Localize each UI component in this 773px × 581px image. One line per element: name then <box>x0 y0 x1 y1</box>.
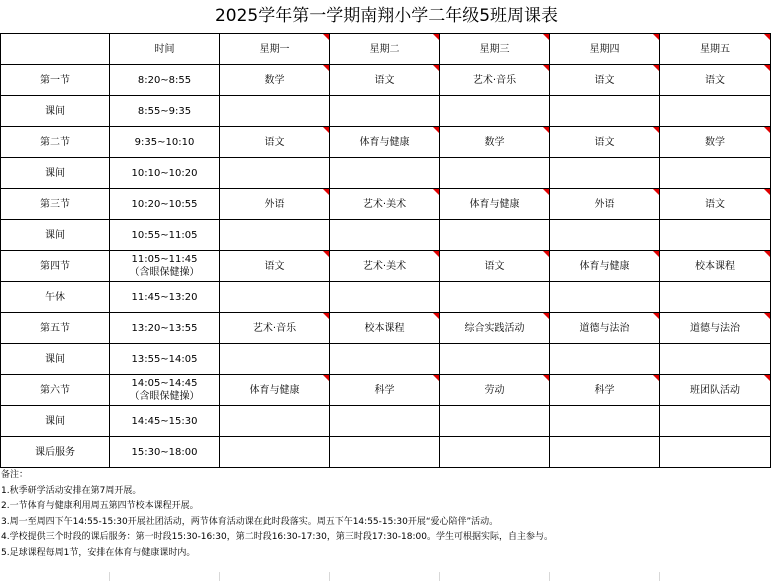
subject-cell[interactable] <box>550 189 660 220</box>
table-row <box>1 375 771 406</box>
table-row <box>1 313 771 344</box>
period-cell[interactable] <box>1 406 110 437</box>
cell-text: 时间 <box>154 43 175 55</box>
time-cell[interactable] <box>110 65 220 96</box>
comment-indicator-icon <box>764 313 770 319</box>
subject-cell[interactable] <box>440 189 550 220</box>
cell-text: 数学 <box>484 136 505 148</box>
subject-cell[interactable] <box>220 375 330 406</box>
subject-cell[interactable] <box>550 220 660 251</box>
note-line: 5.足球课程每周1节，安排在体育与健康课时内。 <box>1 547 196 558</box>
subject-cell[interactable] <box>550 282 660 313</box>
note-line: 1.秋季研学活动安排在第7周开展。 <box>1 485 142 496</box>
cell-text: 第四节 <box>40 260 70 272</box>
comment-indicator-icon <box>323 189 329 195</box>
subject-cell[interactable] <box>550 127 660 158</box>
period-cell[interactable] <box>1 65 110 96</box>
time-cell[interactable] <box>110 96 220 127</box>
comment-indicator-icon <box>764 375 770 381</box>
comment-indicator-icon <box>764 189 770 195</box>
time-text: 11:45~13:20 <box>131 291 198 303</box>
cell-text: 体育与健康 <box>469 198 520 210</box>
cell-text: 语文 <box>264 136 285 148</box>
time-text: 10:10~10:20 <box>131 167 198 179</box>
cell-text: 艺术·美术 <box>362 260 407 272</box>
cell-text: 第六节 <box>40 384 70 396</box>
notes-heading: 备注： <box>1 470 29 480</box>
subject-cell[interactable] <box>330 65 440 96</box>
cell-text: 课间 <box>45 105 65 117</box>
subject-cell[interactable] <box>550 158 660 189</box>
cell-text: 语文 <box>594 136 615 148</box>
table-row <box>1 437 771 468</box>
subject-cell[interactable] <box>660 220 771 251</box>
subject-cell[interactable] <box>440 313 550 344</box>
table-row <box>1 282 771 313</box>
period-cell[interactable] <box>1 375 110 406</box>
time-cell[interactable] <box>110 127 220 158</box>
cell-text: 综合实践活动 <box>464 322 525 334</box>
time-text: 13:20~13:55 <box>131 322 198 334</box>
cell-text: 艺术·音乐 <box>472 74 517 86</box>
cell-text: 校本课程 <box>695 260 735 272</box>
header-cell[interactable] <box>440 34 550 65</box>
subject-cell[interactable] <box>220 127 330 158</box>
subject-cell[interactable] <box>440 220 550 251</box>
subject-cell[interactable] <box>330 437 440 468</box>
time-cell[interactable] <box>110 220 220 251</box>
subject-cell[interactable] <box>220 220 330 251</box>
time-cell[interactable] <box>110 437 220 468</box>
table-row <box>1 65 771 96</box>
comment-indicator-icon <box>433 375 439 381</box>
gridline <box>659 572 660 581</box>
subject-cell[interactable] <box>550 313 660 344</box>
subject-cell[interactable] <box>330 251 440 282</box>
period-cell[interactable] <box>1 96 110 127</box>
subject-cell[interactable] <box>330 282 440 313</box>
subject-cell[interactable] <box>330 344 440 375</box>
subject-cell[interactable] <box>440 127 550 158</box>
comment-indicator-icon <box>543 127 549 133</box>
subject-cell[interactable] <box>330 313 440 344</box>
notes <box>0 468 773 581</box>
subject-cell[interactable] <box>220 313 330 344</box>
subject-cell[interactable] <box>330 406 440 437</box>
cell-text: 语文 <box>264 260 285 272</box>
cell-text: 课间 <box>45 353 65 365</box>
time-cell[interactable] <box>110 406 220 437</box>
table-row <box>1 251 771 282</box>
comment-indicator-icon <box>543 34 549 40</box>
cell-text: 语文 <box>705 198 725 210</box>
cell-text: 道德与法治 <box>690 322 740 334</box>
gridline <box>329 572 330 581</box>
comment-indicator-icon <box>653 375 659 381</box>
time-text: 10:55~11:05 <box>131 229 198 241</box>
cell-text: 星期二 <box>369 43 400 55</box>
cell-text: 语文 <box>374 74 395 86</box>
subject-cell[interactable] <box>440 158 550 189</box>
cell-text: 课间 <box>45 415 65 427</box>
subject-cell[interactable] <box>660 127 771 158</box>
period-cell[interactable] <box>1 251 110 282</box>
time-text: 10:20~10:55 <box>131 198 198 210</box>
table-row <box>1 189 771 220</box>
subject-cell[interactable] <box>660 437 771 468</box>
cell-text: 体育与健康 <box>249 384 300 396</box>
subject-cell[interactable] <box>330 158 440 189</box>
comment-indicator-icon <box>543 375 549 381</box>
subject-cell[interactable] <box>440 65 550 96</box>
time-text: 9:35~10:10 <box>134 136 195 148</box>
subject-cell[interactable] <box>440 96 550 127</box>
time-text: 8:55~9:35 <box>137 105 192 117</box>
comment-indicator-icon <box>323 313 329 319</box>
comment-indicator-icon <box>433 251 439 257</box>
subject-cell[interactable] <box>330 189 440 220</box>
subject-cell[interactable] <box>220 158 330 189</box>
subject-cell[interactable] <box>660 189 771 220</box>
subject-cell[interactable] <box>550 96 660 127</box>
cell-text: 道德与法治 <box>579 322 630 334</box>
time-text: （含眼保健操） <box>129 267 200 278</box>
subject-cell[interactable] <box>550 65 660 96</box>
cell-text: 外语 <box>594 198 615 210</box>
comment-indicator-icon <box>323 127 329 133</box>
cell-text: 语文 <box>484 260 505 272</box>
comment-indicator-icon <box>764 127 770 133</box>
time-text: 11:05~11:45 <box>131 254 198 265</box>
subject-cell[interactable] <box>330 220 440 251</box>
corner-cell[interactable] <box>1 34 110 65</box>
cell-text: 艺术·美术 <box>362 198 407 210</box>
subject-cell[interactable] <box>220 189 330 220</box>
comment-indicator-icon <box>764 251 770 257</box>
period-cell[interactable] <box>1 344 110 375</box>
cell-text: 课间 <box>45 229 65 241</box>
subject-cell[interactable] <box>330 96 440 127</box>
subject-cell[interactable] <box>220 406 330 437</box>
table-row <box>1 344 771 375</box>
timetable <box>0 33 771 468</box>
period-cell[interactable] <box>1 282 110 313</box>
comment-indicator-icon <box>323 251 329 257</box>
gridline <box>549 572 550 581</box>
subject-cell[interactable] <box>660 313 771 344</box>
comment-indicator-icon <box>653 251 659 257</box>
time-cell[interactable] <box>110 189 220 220</box>
time-cell[interactable] <box>110 375 220 406</box>
header-row <box>1 34 771 65</box>
cell-text: 科学 <box>374 384 395 396</box>
header-cell[interactable] <box>110 34 220 65</box>
subject-cell[interactable] <box>550 344 660 375</box>
subject-cell[interactable] <box>220 96 330 127</box>
note-line: 2.一节体育与健康利用周五第四节校本课程开展。 <box>1 501 199 511</box>
subject-cell[interactable] <box>440 437 550 468</box>
gridline <box>109 572 110 581</box>
cell-text: 星期三 <box>479 43 510 55</box>
cell-text: 体育与健康 <box>579 260 630 272</box>
comment-indicator-icon <box>323 34 329 40</box>
subject-cell[interactable] <box>220 282 330 313</box>
comment-indicator-icon <box>764 65 770 71</box>
subject-cell[interactable] <box>660 251 771 282</box>
cell-text: 数学 <box>705 136 725 148</box>
header-cell[interactable] <box>660 34 771 65</box>
gridline <box>439 572 440 581</box>
comment-indicator-icon <box>433 313 439 319</box>
subject-cell[interactable] <box>440 251 550 282</box>
period-cell[interactable] <box>1 189 110 220</box>
subject-cell[interactable] <box>440 375 550 406</box>
time-text: 13:55~14:05 <box>131 353 198 365</box>
cell-text: 星期一 <box>259 43 290 55</box>
cell-text: 星期四 <box>589 43 620 55</box>
subject-cell[interactable] <box>660 406 771 437</box>
table-row <box>1 220 771 251</box>
cell-text: 校本课程 <box>364 322 405 334</box>
subject-cell[interactable] <box>440 344 550 375</box>
subject-cell[interactable] <box>660 375 771 406</box>
comment-indicator-icon <box>543 313 549 319</box>
comment-indicator-icon <box>323 375 329 381</box>
time-cell[interactable] <box>110 313 220 344</box>
comment-indicator-icon <box>543 189 549 195</box>
comment-indicator-icon <box>653 34 659 40</box>
cell-text: 星期五 <box>700 43 730 55</box>
cell-text: 科学 <box>594 384 615 396</box>
sheet-title: 2025学年第一学期南翔小学二年级5班周课表 <box>214 6 559 26</box>
subject-cell[interactable] <box>660 96 771 127</box>
time-text: 14:05~14:45 <box>131 378 198 389</box>
subject-cell[interactable] <box>440 406 550 437</box>
comment-indicator-icon <box>543 65 549 71</box>
subject-cell[interactable] <box>660 65 771 96</box>
comment-indicator-icon <box>653 313 659 319</box>
time-cell[interactable] <box>110 282 220 313</box>
cell-text: 课间 <box>45 167 65 179</box>
cell-text: 午休 <box>45 291 65 303</box>
period-cell[interactable] <box>1 158 110 189</box>
subject-cell[interactable] <box>660 282 771 313</box>
period-cell[interactable] <box>1 313 110 344</box>
subject-cell[interactable] <box>440 282 550 313</box>
time-cell[interactable] <box>110 251 220 282</box>
comment-indicator-icon <box>653 189 659 195</box>
table-row <box>1 96 771 127</box>
period-cell[interactable] <box>1 127 110 158</box>
comment-indicator-icon <box>323 65 329 71</box>
cell-text: 外语 <box>264 198 285 210</box>
header-cell[interactable] <box>330 34 440 65</box>
subject-cell[interactable] <box>550 437 660 468</box>
comment-indicator-icon <box>433 189 439 195</box>
header-cell[interactable] <box>220 34 330 65</box>
subject-cell[interactable] <box>660 158 771 189</box>
subject-cell[interactable] <box>330 375 440 406</box>
table-row <box>1 158 771 189</box>
period-cell[interactable] <box>1 437 110 468</box>
header-cell[interactable] <box>550 34 660 65</box>
comment-indicator-icon <box>543 251 549 257</box>
cell-text: 体育与健康 <box>359 136 410 148</box>
cell-text: 第一节 <box>40 74 70 86</box>
subject-cell[interactable] <box>660 344 771 375</box>
table-row <box>1 406 771 437</box>
subject-cell[interactable] <box>330 127 440 158</box>
subject-cell[interactable] <box>220 65 330 96</box>
table-row <box>1 127 771 158</box>
time-text: 8:20~8:55 <box>137 74 192 86</box>
cell-text: 艺术·音乐 <box>252 322 297 334</box>
note-line: 4.学校提供三个时段的课后服务：第一时段15:30-16:30，第二时段16:30-17:30，第三时段17:30-18:00。学生可根据实际，自主参与。 <box>1 532 553 542</box>
time-text: 14:45~15:30 <box>131 415 198 427</box>
time-cell[interactable] <box>110 158 220 189</box>
subject-cell[interactable] <box>550 406 660 437</box>
subject-cell[interactable] <box>550 375 660 406</box>
comment-indicator-icon <box>433 34 439 40</box>
cell-text: 劳动 <box>484 384 505 396</box>
comment-indicator-icon <box>653 127 659 133</box>
cell-text: 班团队活动 <box>690 384 740 396</box>
cell-text: 第三节 <box>40 198 70 210</box>
cell-text: 语文 <box>594 74 615 86</box>
subject-cell[interactable] <box>220 251 330 282</box>
comment-indicator-icon <box>764 34 770 40</box>
comment-indicator-icon <box>433 127 439 133</box>
subject-cell[interactable] <box>220 344 330 375</box>
cell-text: 数学 <box>264 74 285 86</box>
time-text: 15:30~18:00 <box>131 446 198 458</box>
time-text: （含眼保健操） <box>129 391 200 402</box>
note-line: 3.周一至周四下午14:55-15:30开展社团活动，两节体育活动课在此时段落实。周五下午14:55-15:30开展“爱心陪伴”活动。 <box>1 516 499 527</box>
cell-text: 语文 <box>705 74 725 86</box>
cell-text: 第二节 <box>40 136 70 148</box>
cell-text: 课后服务 <box>35 446 75 458</box>
period-cell[interactable] <box>1 220 110 251</box>
time-cell[interactable] <box>110 344 220 375</box>
comment-indicator-icon <box>433 65 439 71</box>
cell-text: 第五节 <box>40 322 70 334</box>
subject-cell[interactable] <box>220 437 330 468</box>
comment-indicator-icon <box>653 65 659 71</box>
gridline <box>219 572 220 581</box>
subject-cell[interactable] <box>550 251 660 282</box>
